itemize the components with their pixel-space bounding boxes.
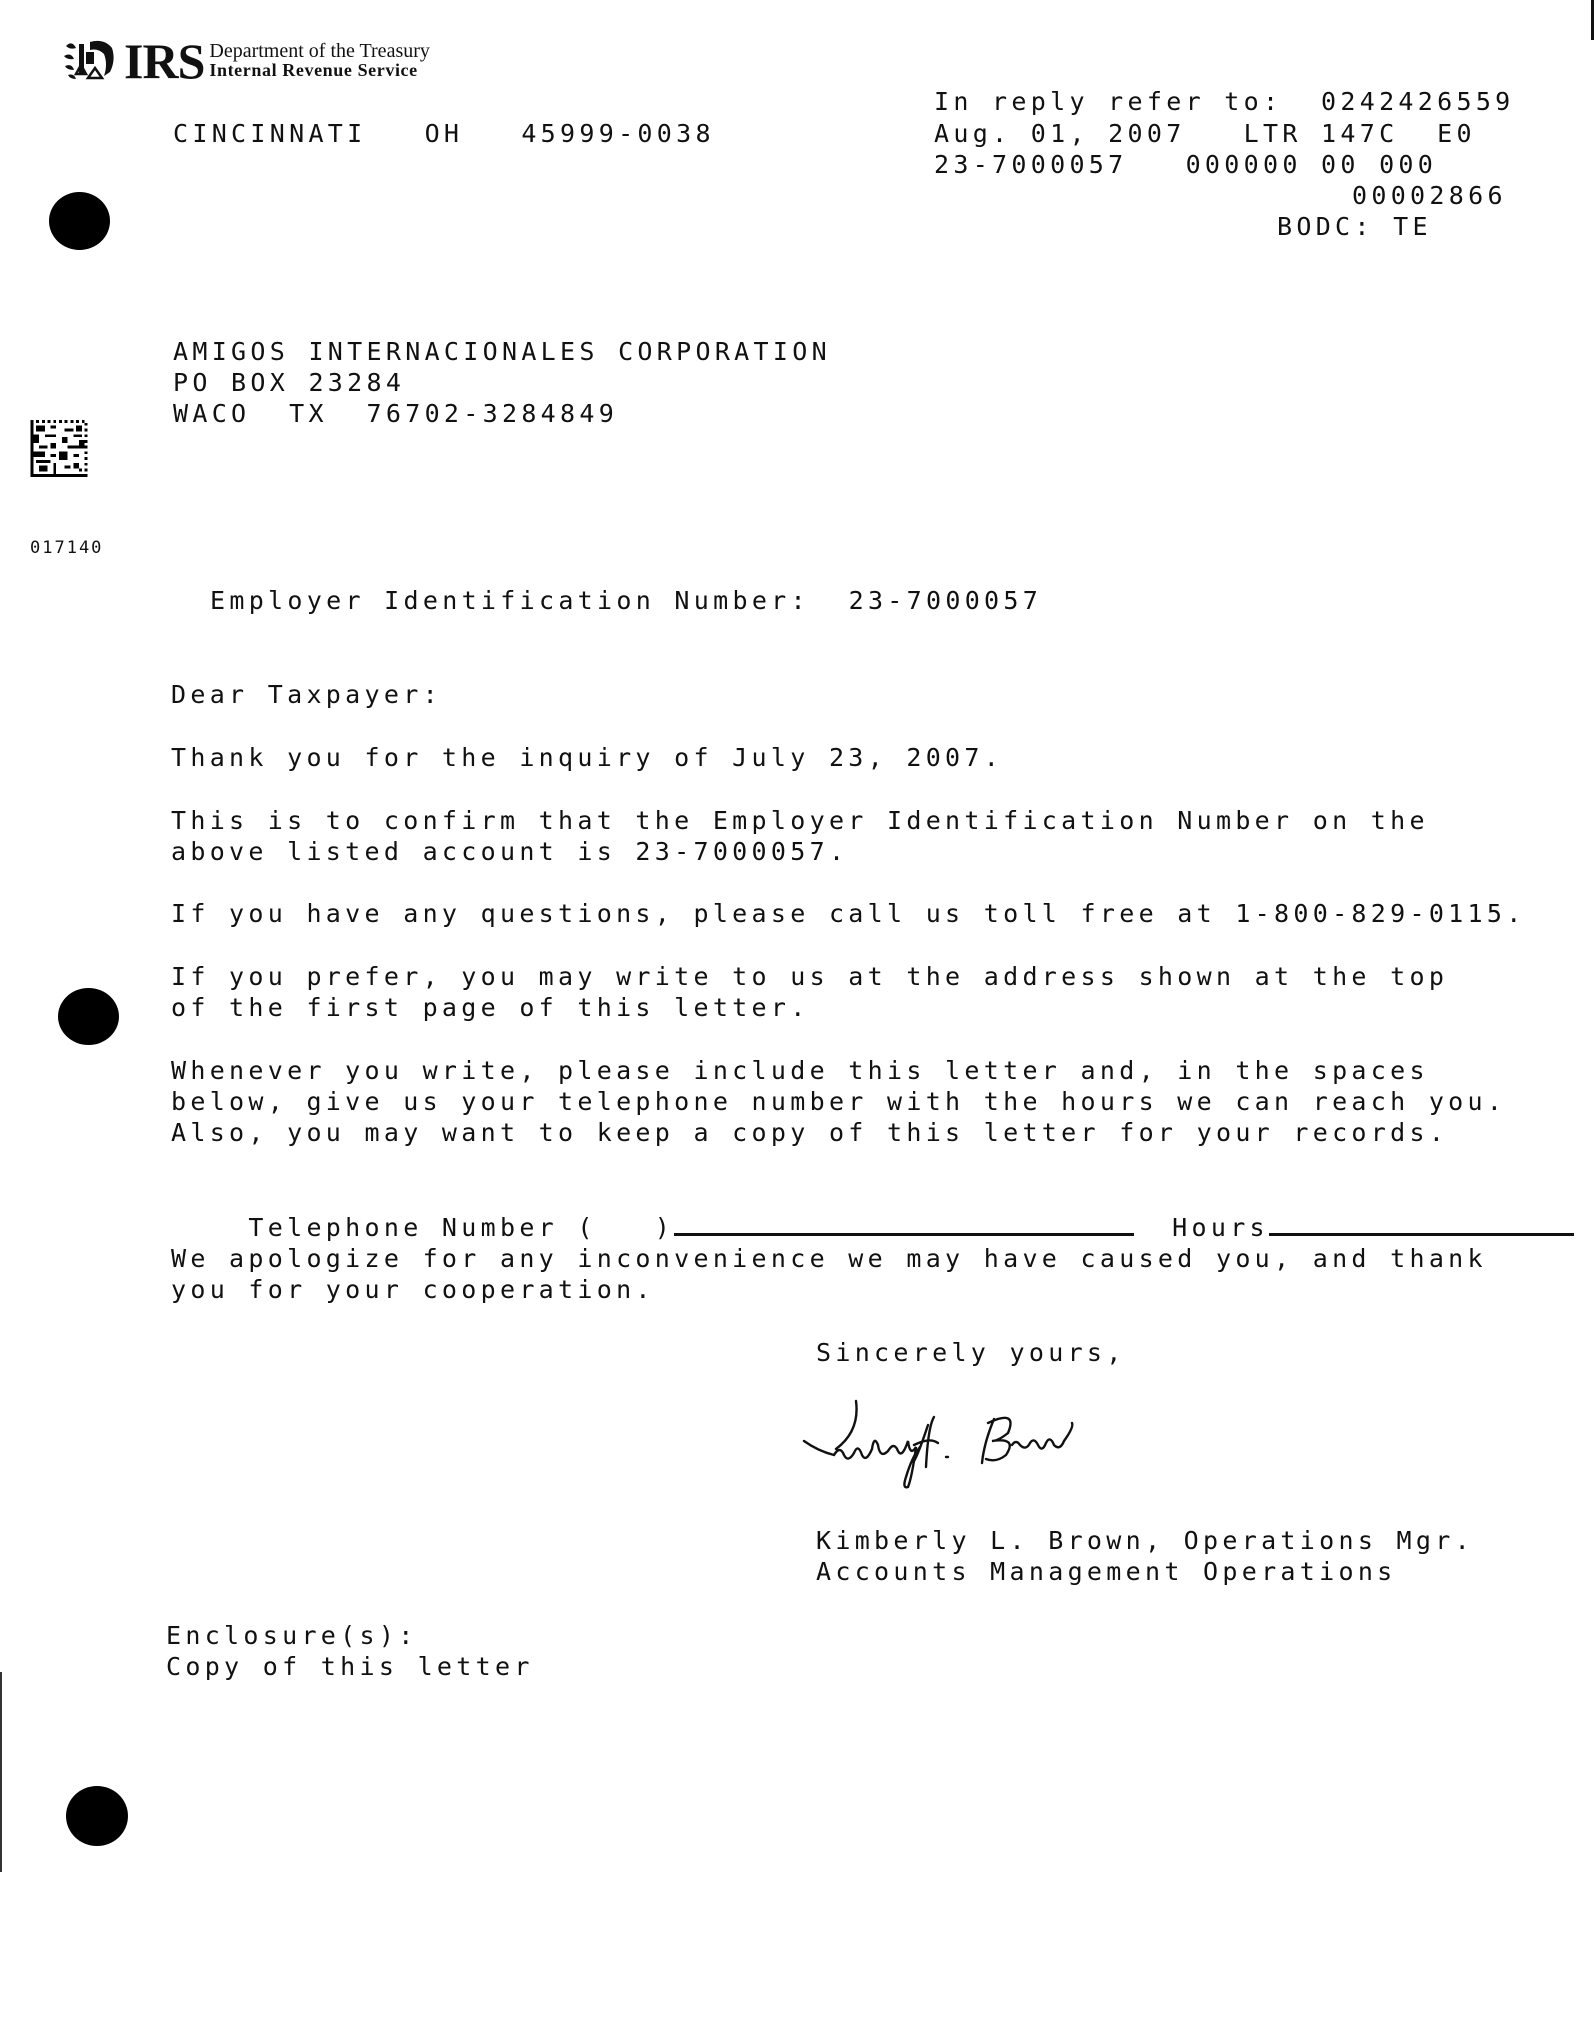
irs-wordmark: IRS	[124, 33, 205, 89]
agency-service: Internal Revenue Service	[209, 60, 418, 80]
paragraph-write-line1: If you prefer, you may write to us at the address shown at the top	[171, 962, 1449, 991]
paragraph-write-line2: of the first page of this letter.	[171, 993, 810, 1022]
irs-eagle-emblem-icon	[62, 38, 120, 84]
paragraph-confirm-line1: This is to confirm that the Employer Identification Number on the	[171, 806, 1429, 835]
signer-name-title: Kimberly L. Brown, Operations Mgr.	[816, 1526, 1474, 1555]
salutation: Dear Taxpayer:	[171, 680, 442, 709]
telephone-label: Telephone Number ( )	[248, 1213, 675, 1242]
letter-date-code: Aug. 01, 2007 LTR 147C E0	[934, 119, 1476, 148]
paragraph-apology-line1: We apologize for any inconvenience we may have caused you, and thank	[171, 1244, 1487, 1273]
enclosures-label: Enclosure(s):	[166, 1621, 418, 1650]
paragraph-phone: If you have any questions, please call us toll free at 1-800-829-0115.	[171, 899, 1526, 928]
hours-field[interactable]	[1269, 1211, 1574, 1236]
recipient-name: AMIGOS INTERNACIONALES CORPORATION	[173, 337, 831, 366]
paragraph-include-line2: below, give us your telephone number with the hours we can reach you.	[171, 1087, 1507, 1116]
scan-edge-line-left	[0, 1672, 2, 1872]
bodc-code: BODC: TE	[1277, 212, 1432, 241]
agency-name	[209, 42, 430, 80]
sequence-number: 00002866	[1352, 181, 1507, 210]
punch-hole-middle	[58, 988, 119, 1045]
punch-hole-top	[49, 192, 110, 250]
ein-heading: Employer Identification Number: 23-7000057	[210, 586, 1043, 615]
telephone-number-field[interactable]	[674, 1211, 1134, 1236]
datamatrix-barcode-icon	[30, 420, 88, 477]
punch-hole-bottom	[66, 1786, 128, 1846]
valediction: Sincerely yours,	[816, 1338, 1126, 1367]
paragraph-inquiry: Thank you for the inquiry of July 23, 2007.	[171, 743, 1004, 772]
form-control-number: 017140	[30, 538, 104, 558]
handwritten-signature	[796, 1395, 1116, 1505]
signer-department: Accounts Management Operations	[816, 1557, 1397, 1586]
paragraph-include-line3: Also, you may want to keep a copy of this letter for your records.	[171, 1118, 1449, 1147]
paragraph-apology-line2: you for your cooperation.	[171, 1275, 655, 1304]
reply-reference: In reply refer to: 0242426559	[934, 87, 1515, 116]
hours-label: Hours	[1172, 1213, 1269, 1242]
sender-address: CINCINNATI OH 45999-0038	[173, 119, 715, 148]
ein-reference: 23-7000057 000000 00 000	[934, 150, 1438, 179]
paragraph-confirm-line2: above listed account is 23-7000057.	[171, 837, 849, 866]
agency-department: Department of the Treasury	[209, 40, 430, 62]
paragraph-include-line1: Whenever you write, please include this letter and, in the spaces	[171, 1056, 1429, 1085]
irs-letterhead-logo	[62, 33, 430, 89]
enclosure-item: Copy of this letter	[166, 1652, 534, 1681]
recipient-po-box: PO BOX 23284	[173, 368, 406, 397]
recipient-city-state-zip: WACO TX 76702-3284849	[173, 399, 619, 428]
